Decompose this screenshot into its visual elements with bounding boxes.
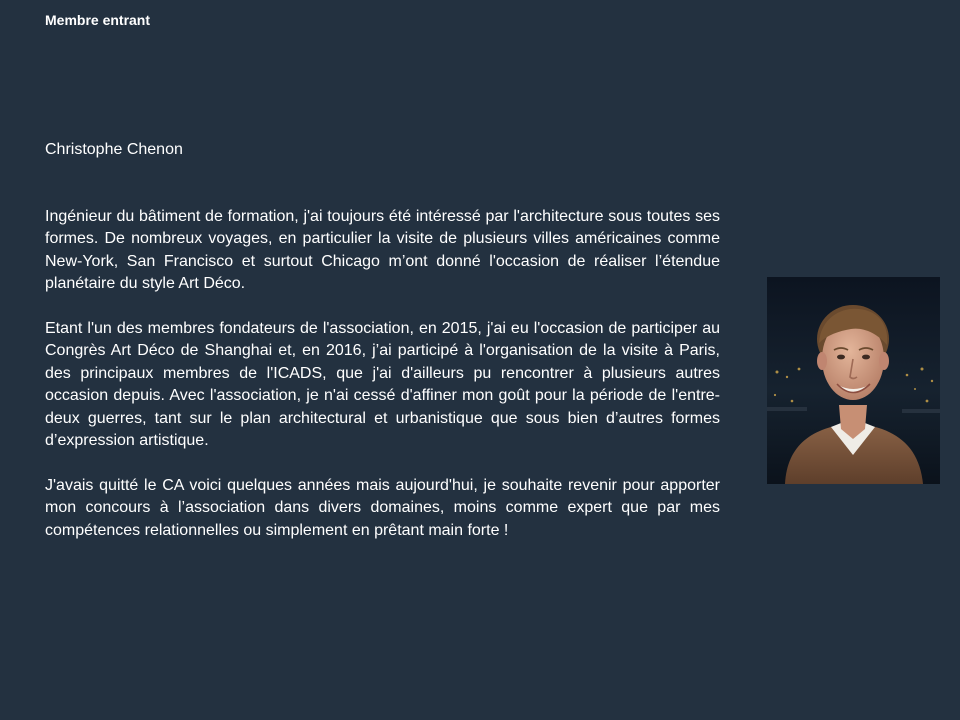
member-photo bbox=[767, 277, 940, 484]
slide-heading: Membre entrant bbox=[45, 12, 151, 28]
member-description bbox=[45, 206, 720, 564]
paragraph: Etant l'un des membres fondateurs de l'association, en 2015, j'ai eu l'occasion de participer au Congrès Art Déco de Shanghai et, en 2016, j’ai participé à l'organisation de la visite à Paris, des principaux membres de l'ICADS, que j'ai d'ailleurs pu rencontrer à plusieurs autres occasion depuis. Avec l'association, je n'ai cessé d'affiner mon goût pour la période de l'entre-deux guerres, tant sur le plan architectural et urbanistique que sous bien d’autres formes d’expression artistique. bbox=[45, 320, 720, 450]
paragraph: Ingénieur du bâtiment de formation, j'ai toujours été intéressé par l'architecture sous toutes ses formes. De nombreux voyages, en particulier la visite de plusieurs villes américaines comme New-York, San Francisco et surtout Chicago m’ont donné l'occasion de réaliser l’étendue planétaire du style Art Déco. bbox=[45, 208, 720, 293]
paragraph: J'avais quitté le CA voici quelques années mais aujourd'hui, je souhaite revenir pour apporter mon concours à l’association dans divers domaines, moins comme expert que par mes compétences relationnelles ou simplement en prêtant main forte ! bbox=[45, 476, 720, 539]
member-name: Christophe Chenon bbox=[45, 141, 183, 158]
